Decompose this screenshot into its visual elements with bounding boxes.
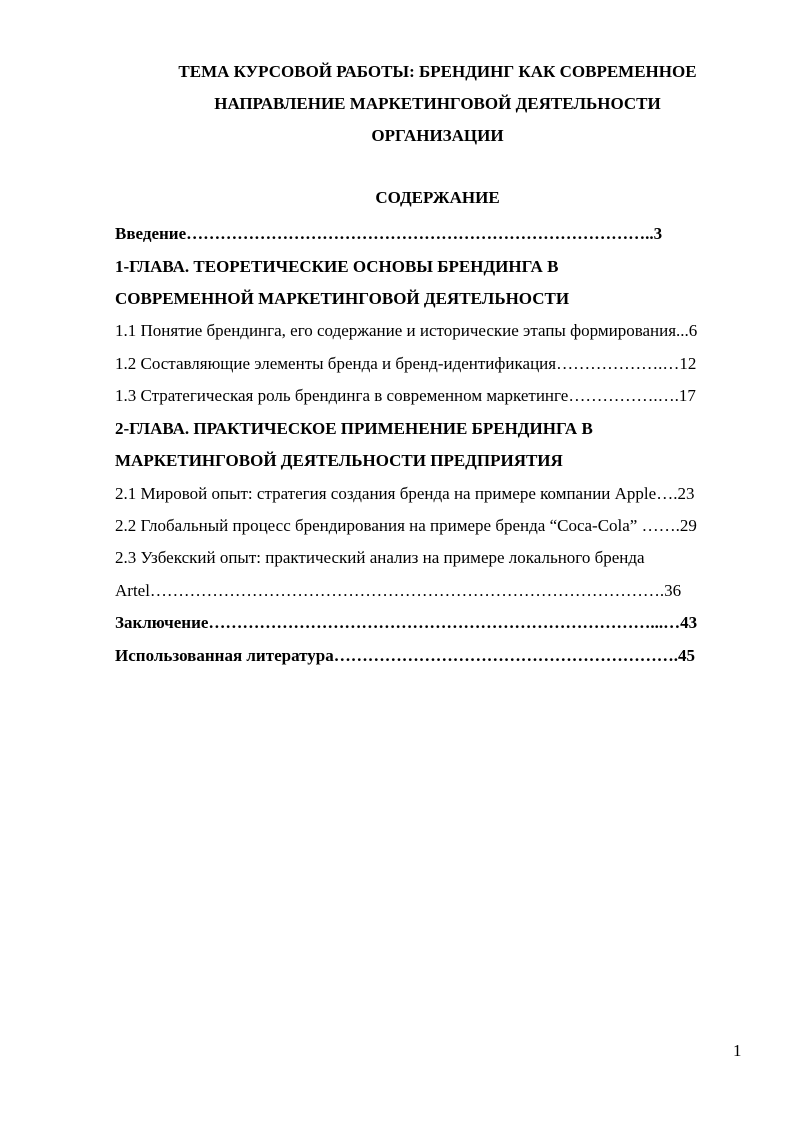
toc-entry-2-3-line-1: 2.3 Узбекский опыт: практический анализ на примере локального бренда [115, 548, 645, 567]
toc-entry-1-3: 1.3 Стратегическая роль брендинга в современном маркетинге…………….….17 [115, 386, 696, 405]
toc-entry-2-3-line-2: Artel……………………………………………………………………………….36 [115, 581, 682, 600]
toc-entry-2-1: 2.1 Мировой опыт: стратегия создания бренда на примере компании Apple….23 [115, 484, 695, 503]
title-line-3: ОРГАНИЗАЦИИ [371, 126, 504, 145]
toc-chapter-1-line-2: СОВРЕМЕННОЙ МАРКЕТИНГОВОЙ ДЕЯТЕЛЬНОСТИ [115, 289, 570, 308]
toc-entry-1-2: 1.2 Составляющие элементы бренда и бренд-идентификация……………….…12 [115, 354, 697, 373]
toc-entry-references: Использованная литература…………………………………………………….45 [115, 646, 695, 665]
title-line-1: ТЕМА КУРСОВОЙ РАБОТЫ: БРЕНДИНГ КАК СОВРЕМЕННОЕ [178, 62, 697, 81]
toc-chapter-1-line-1: 1-ГЛАВА. ТЕОРЕТИЧЕСКИЕ ОСНОВЫ БРЕНДИНГА В [115, 257, 559, 276]
toc-heading: СОДЕРЖАНИЕ [375, 188, 500, 207]
title-line-2: НАПРАВЛЕНИЕ МАРКЕТИНГОВОЙ ДЕЯТЕЛЬНОСТИ [214, 94, 661, 113]
page-number: 1 [733, 1041, 742, 1060]
toc-entry-2-2: 2.2 Глобальный процесс брендирования на примере бренда “Coca-Cola” …….29 [115, 516, 697, 535]
toc-entry-conclusion: Заключение……………………………………………………………………...…43 [115, 613, 698, 632]
toc-chapter-2-line-1: 2-ГЛАВА. ПРАКТИЧЕСКОЕ ПРИМЕНЕНИЕ БРЕНДИНГА В [115, 419, 593, 438]
toc-entry-1-1: 1.1 Понятие брендинга, его содержание и исторические этапы формирования...6 [115, 321, 698, 340]
document-title [115, 56, 760, 152]
toc-chapter-2-line-2: МАРКЕТИНГОВОЙ ДЕЯТЕЛЬНОСТИ ПРЕДПРИЯТИЯ [115, 451, 563, 470]
toc-entry-introduction: Введение………………………………………………………………………..3 [115, 224, 663, 243]
